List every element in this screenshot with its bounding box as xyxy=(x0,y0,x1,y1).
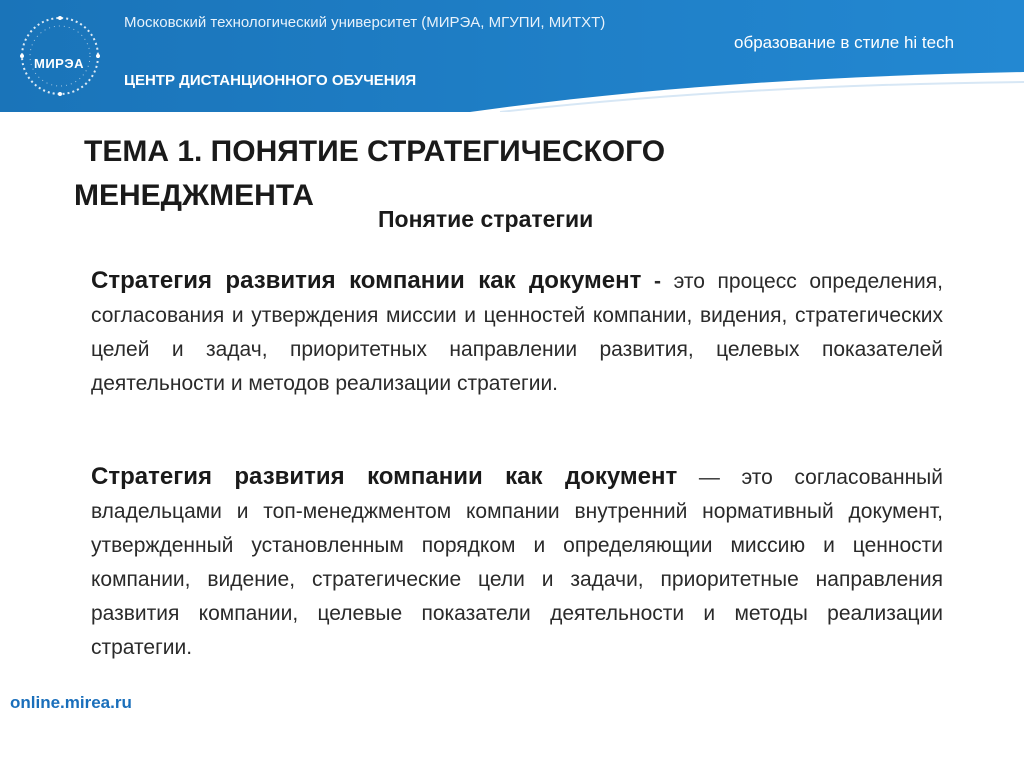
definition-term: Стратегия развития компании как документ xyxy=(91,463,678,490)
topic-title xyxy=(74,130,774,218)
header-banner xyxy=(0,0,1024,112)
definition-term: Стратегия развития компании как документ xyxy=(91,267,642,294)
definition-separator: - xyxy=(641,270,674,293)
distance-learning-center: ЦЕНТР ДИСТАНЦИОННОГО ОБУЧЕНИЯ xyxy=(124,72,417,89)
slide-subtitle: Понятие стратегии xyxy=(378,206,594,232)
logo-text: МИРЭА xyxy=(34,56,84,71)
topic-title-line2: МЕНЕДЖМЕНТА xyxy=(74,179,314,212)
university-name: Московский технологический университет (МИРЭА, МГУПИ, МИТХТ) xyxy=(124,14,606,31)
definition-separator: — xyxy=(677,466,742,489)
definition-paragraph xyxy=(91,460,943,665)
slogan: образование в стиле hi tech xyxy=(734,33,955,52)
mirea-logo[interactable] xyxy=(14,10,106,102)
definition-paragraph xyxy=(91,264,943,401)
definition-text: это согласованный владельцами и топ-менеджментом компании внутренний нормативный документ, утвержденный установленным порядком и определяющии миссию и ценности компании, видение, стратегические цели и задачи, приоритетные направления развития компании, целевые показатели деятельности и методы реализации стратегии. xyxy=(91,466,944,659)
footer-url-link[interactable]: online.mirea.ru xyxy=(10,693,132,712)
definition-text: это процесс определения, согласования и утверждения миссии и ценностей компании, видения, стратегических целей и задач, приоритетных направлении развития, целевых показателей деятельности и методов реализации стратегии. xyxy=(91,270,943,395)
topic-title-line1: ТЕМА 1. ПОНЯТИЕ СТРАТЕГИЧЕСКОГО xyxy=(84,135,666,168)
